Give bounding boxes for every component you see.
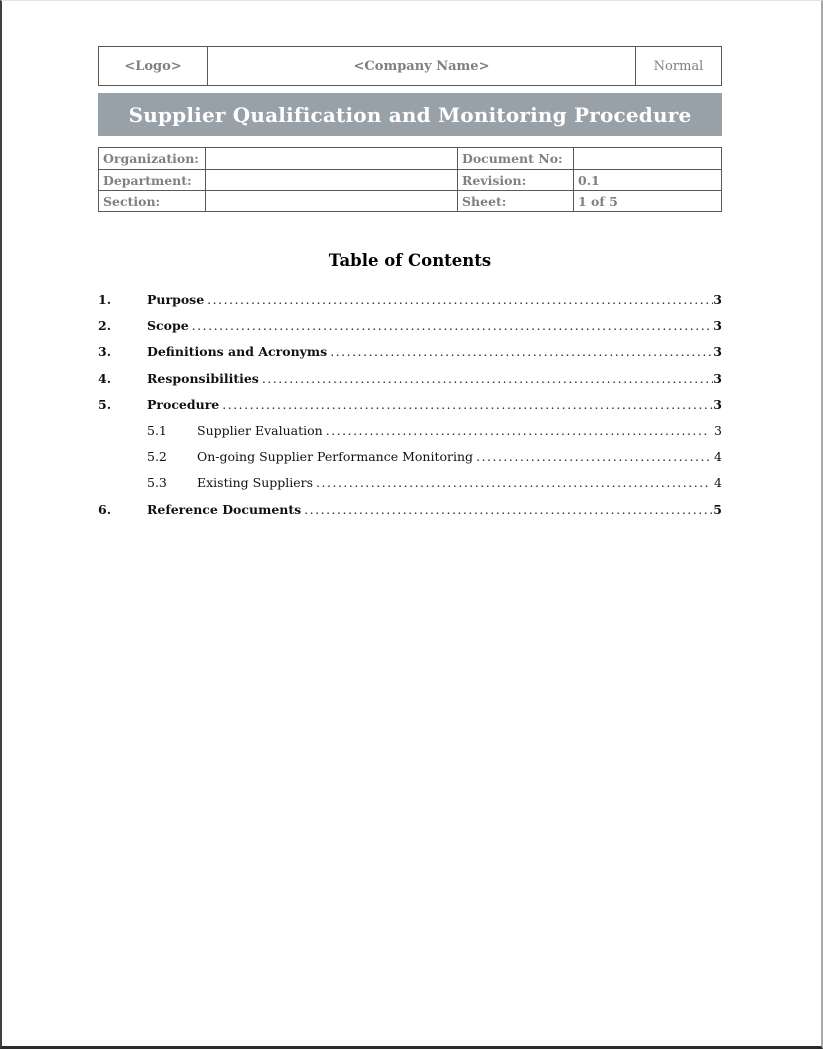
toc-entry-number: 1. <box>98 292 112 307</box>
toc-entry-page: 5 <box>713 501 722 517</box>
toc-dot-leader <box>330 339 713 365</box>
toc-heading: Table of Contents <box>328 251 492 270</box>
section-label: Section: <box>99 191 206 211</box>
document-meta-table <box>98 147 722 212</box>
toc-entry-page: 3 <box>713 344 722 360</box>
toc-list <box>98 287 722 523</box>
toc-entry-title[interactable]: Responsibilities <box>147 370 259 386</box>
toc-entry-supplier-evaluation[interactable] <box>98 418 722 444</box>
toc-entry-number: 4. <box>98 370 112 386</box>
toc-dot-leader <box>192 313 714 339</box>
toc-entry-page: 3 <box>713 370 722 386</box>
toc-dot-leader <box>304 497 713 523</box>
meta-row-section <box>99 190 721 211</box>
toc-entry-reference-documents[interactable] <box>98 497 722 523</box>
toc-entry-number: 3. <box>98 344 112 360</box>
header-table <box>98 46 722 86</box>
toc-entry-number: 5.1 <box>147 422 167 438</box>
toc-entry-title[interactable]: Existing Suppliers <box>197 475 314 491</box>
toc-entry-page: 3 <box>713 396 722 412</box>
toc-dot-leader <box>207 287 713 313</box>
toc-entry-page: 3 <box>713 318 722 334</box>
company-name-cell <box>208 47 636 85</box>
toc-entry-title[interactable]: Procedure <box>147 396 220 412</box>
sheet-value: 1 of 5 <box>578 193 618 209</box>
toc-dot-leader <box>316 470 709 496</box>
toc-entry-number: 6. <box>98 501 112 517</box>
revision-value: 0.1 <box>578 172 600 188</box>
toc-entry-title[interactable]: Reference Documents <box>147 501 302 517</box>
doc-class-text: Normal <box>653 58 704 74</box>
toc-dot-leader <box>476 444 709 470</box>
toc-entry-title[interactable]: Definitions and Acronyms <box>147 344 328 360</box>
toc-dot-leader <box>326 418 709 444</box>
revision-label: Revision: <box>458 170 574 190</box>
toc-entry-page: 4 <box>714 449 722 465</box>
toc-entry-number: 5. <box>98 396 112 412</box>
toc-entry-number: 5.2 <box>147 449 167 465</box>
toc-dot-leader <box>222 392 713 418</box>
toc-entry-page: 3 <box>713 292 722 307</box>
document-title: Supplier Qualification and Monitoring Procedure <box>128 102 692 127</box>
company-name-text: <Company Name> <box>353 58 490 74</box>
toc-entry-number: 2. <box>98 318 112 334</box>
toc-entry-procedure[interactable] <box>98 392 722 418</box>
toc-entry-definitions-and-acronyms[interactable] <box>98 339 722 365</box>
logo-placeholder-text: <Logo> <box>124 58 182 74</box>
meta-row-organization <box>99 148 721 169</box>
meta-row-department <box>99 169 721 190</box>
toc-entry-purpose[interactable] <box>98 287 722 313</box>
toc-entry-page: 4 <box>714 475 722 491</box>
toc-entry-existing-suppliers[interactable] <box>98 470 722 496</box>
department-label: Department: <box>99 170 206 190</box>
toc-entry-ongoing-supplier-performance-monitoring[interactable] <box>98 444 722 470</box>
document-no-value <box>574 148 721 169</box>
toc-dot-leader <box>262 366 713 392</box>
toc-entry-title[interactable]: Supplier Evaluation <box>197 422 323 438</box>
toc-entry-number: 5.3 <box>147 475 167 491</box>
toc-entry-title[interactable]: Scope <box>147 318 189 334</box>
department-value <box>206 170 458 190</box>
toc-entry-page: 3 <box>714 422 722 438</box>
document-title-bar <box>98 93 722 136</box>
toc-entry-responsibilities[interactable] <box>98 366 722 392</box>
toc-entry-scope[interactable] <box>98 313 722 339</box>
organization-label: Organization: <box>99 148 206 169</box>
sheet-label: Sheet: <box>458 191 574 211</box>
toc-entry-title[interactable]: On-going Supplier Performance Monitoring <box>197 449 474 465</box>
organization-value <box>206 148 458 169</box>
logo-placeholder-cell <box>99 47 208 85</box>
toc-entry-title[interactable]: Purpose <box>147 292 205 307</box>
section-value <box>206 191 458 211</box>
doc-class-cell <box>636 47 721 85</box>
page-content <box>98 1 722 523</box>
document-no-label: Document No: <box>458 148 574 169</box>
